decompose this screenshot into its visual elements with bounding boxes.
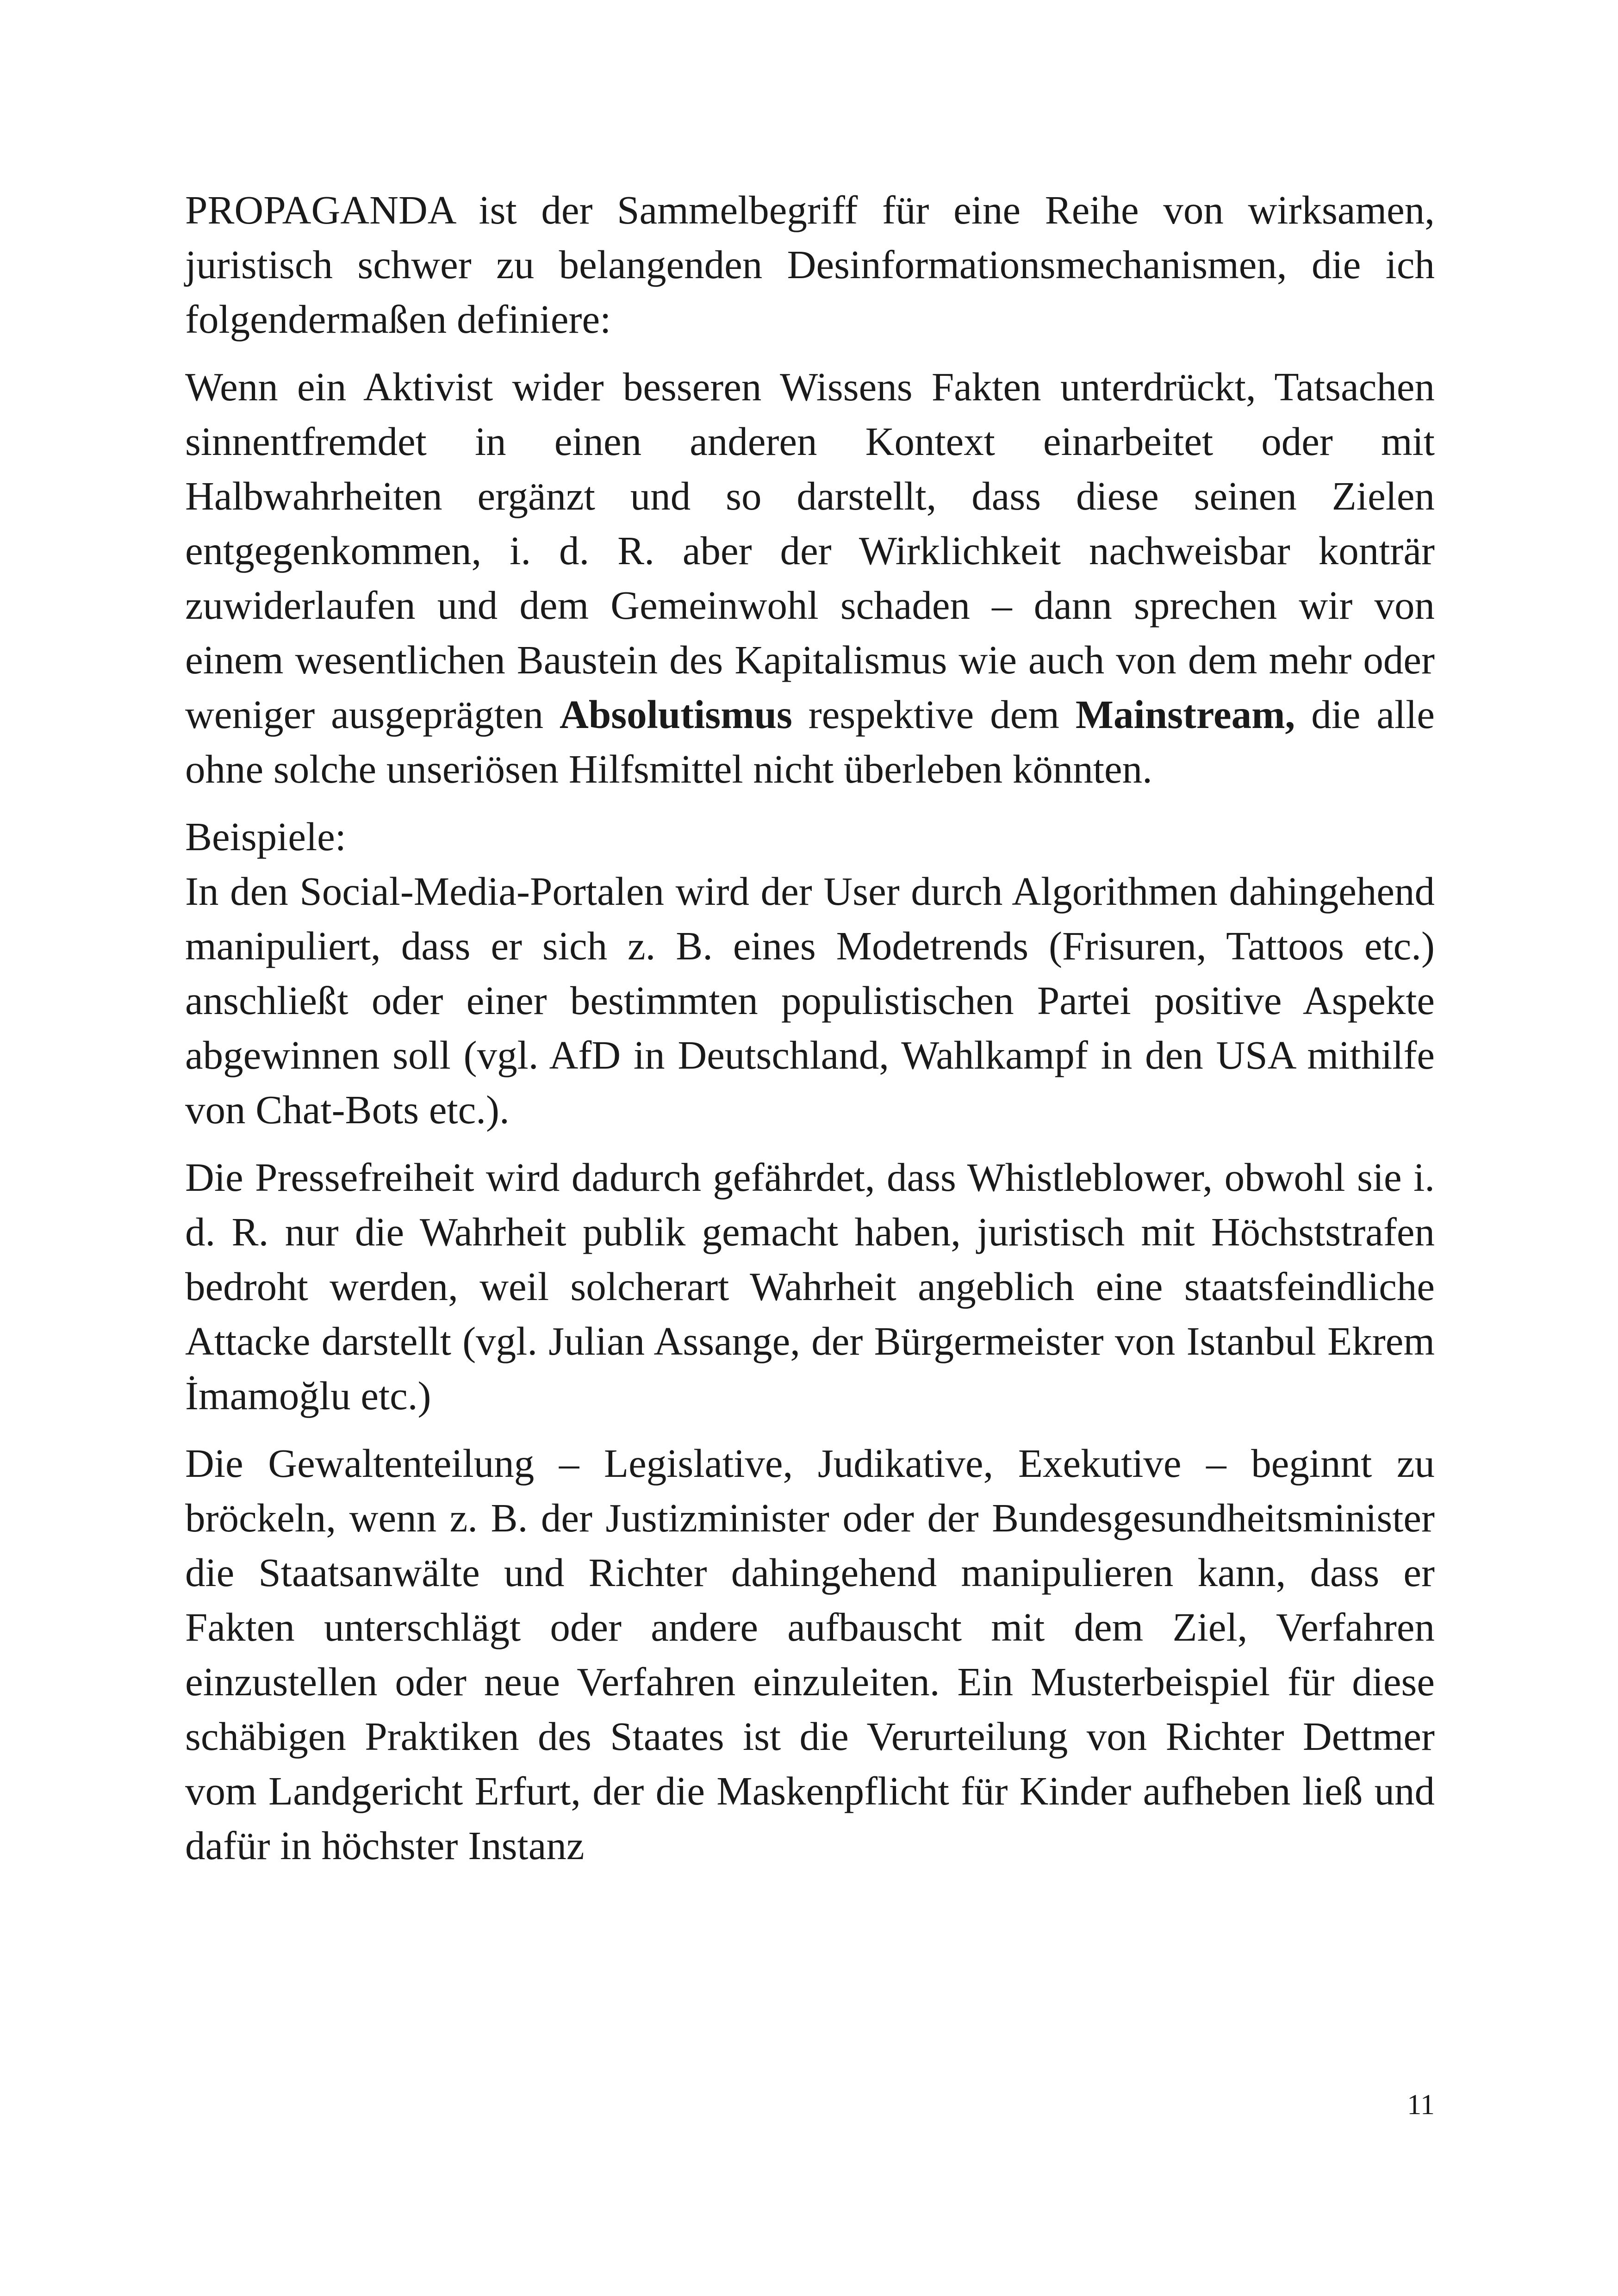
paragraph-definition-intro bbox=[185, 183, 1435, 347]
paragraph-text: Wenn ein Aktivist wider besseren Wissens Fakten unterdrückt, Tatsachen sinnentfremdet in einen anderen Kontext einarbeitet oder mit Halbwahrheiten ergänzt und so darstellt, dass diese seinen Zielen entgegenkommen, i. d. R. aber der Wirklichkeit nachweisbar konträr zuwiderlaufen und dem Gemeinwohl schaden – dann sprechen wir von einem wesentlichen Baustein des Kapitalismus wie auch von dem mehr oder weniger ausgeprägten bbox=[185, 364, 1435, 737]
body-text bbox=[185, 183, 1435, 1886]
page-number: 11 bbox=[1407, 2089, 1435, 2121]
bold-term-absolutismus: Absolutismus bbox=[560, 692, 792, 737]
paragraph-text: Beispiele: bbox=[185, 814, 346, 859]
paragraph-definition bbox=[185, 360, 1435, 796]
examples-label bbox=[185, 809, 1435, 864]
paragraph-separation-of-powers bbox=[185, 1436, 1435, 1873]
paragraph-text: respektive dem bbox=[792, 692, 1076, 737]
paragraph-text: In den Social-Media-Portalen wird der User durch Algorithmen dahingehend manipuliert, dass er sich z. B. eines Modetrends (Frisuren, Tattoos etc.) anschließt oder einer bestimmten populistischen Partei positive Aspekte abgewinnen soll (vgl. AfD in Deutschland, Wahlkampf in den USA mithilfe von Chat-Bots etc.). bbox=[185, 869, 1435, 1132]
paragraph-text: Die Pressefreiheit wird dadurch gefährdet, dass Whistleblower, obwohl sie i. d. R. nur die Wahrheit publik gemacht haben, juristisch mit Höchststrafen bedroht werden, weil solcherart Wahrheit angeblich eine staatsfeindliche Attacke darstellt (vgl. Julian Assange, der Bürgermeister von Istanbul Ekrem İmamoğlu etc.) bbox=[185, 1155, 1435, 1418]
paragraph-text: die alle ohne solche unseriösen Hilfsmittel nicht überleben könnten. bbox=[185, 692, 1435, 791]
paragraph-text: PROPAGANDA ist der Sammelbegriff für eine Reihe von wirksamen, juristisch schwer zu belangenden Desinformationsmechanismen, die ich folgendermaßen definiere: bbox=[185, 187, 1435, 342]
paragraph-press-freedom bbox=[185, 1150, 1435, 1423]
paragraph-social-media bbox=[185, 864, 1435, 1137]
paragraph-text: Die Gewaltenteilung – Legislative, Judikative, Exekutive – beginnt zu bröckeln, wenn z. B. der Justizminister oder der Bundesgesundheitsminister die Staatsanwälte und Richter dahingehend manipulieren kann, dass er Fakten unterschlägt oder andere aufbauscht mit dem Ziel, Verfahren einzustellen oder neue Verfahren einzuleiten. Ein Musterbeispiel für diese schäbigen Praktiken des Staates ist die Verurteilung von Richter Dettmer vom Landgericht Erfurt, der die Maskenpflicht für Kinder aufheben ließ und dafür in höchster Instanz bbox=[185, 1441, 1435, 1868]
bold-term-mainstream: Mainstream, bbox=[1075, 692, 1295, 737]
